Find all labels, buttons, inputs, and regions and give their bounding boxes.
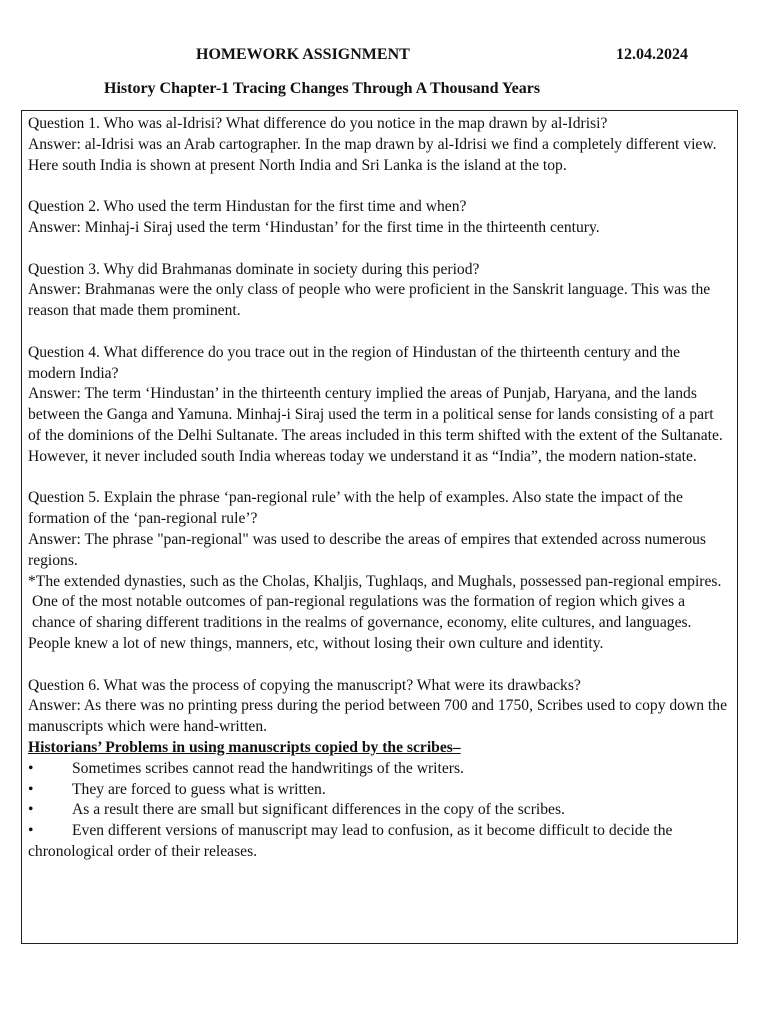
qa-item-2 [28, 197, 730, 239]
document-subtitle: History Chapter-1 Tracing Changes Through A Thousand Years [104, 80, 541, 97]
answer-text: Answer: The phrase "pan-regional" was used to describe the areas of empires that extended across numerous regions. [28, 530, 706, 569]
bullet-item [28, 780, 730, 801]
qa-item-6 [28, 676, 730, 863]
answer-text: Answer: The term ‘Hindustan’ in the thirteenth century implied the areas of Punjab, Haryana, and the lands between the Ganga and Yamuna. Minhaj-i Siraj used the term in a political sense for lands consisting of a part of the dominions of the Delhi Sultanate. The areas included in this term shifted with the extent of the Sultanate. However, it never included south India whereas today we understand it as “India”, the modern nation-state. [28, 385, 723, 465]
qa-item-3 [28, 260, 730, 322]
question-text: Question 5. Explain the phrase ‘pan-regional rule’ with the help of examples. Also state the impact of the formation of the ‘pan-regional rule’? [28, 489, 683, 528]
bullet-item [28, 759, 730, 780]
qa-item-5 [28, 488, 730, 654]
bullet-text: Even different versions of manuscript may lead to confusion, as it become difficult to decide the chronological order of their releases. [28, 822, 673, 860]
bullet-icon: • [28, 780, 34, 798]
bullet-icon: • [28, 759, 34, 777]
header [0, 46, 768, 68]
question-text: Question 3. Why did Brahmanas dominate in society during this period? [28, 260, 480, 278]
question-text: Question 2. Who used the term Hindustan for the first time and when? [28, 198, 467, 216]
qa-item-1 [28, 114, 730, 176]
document-title: HOMEWORK ASSIGNMENT [196, 46, 410, 63]
question-text: Question 6. What was the process of copying the manuscript? What were its drawbacks? [28, 676, 581, 694]
question-text: Question 4. What difference do you trace out in the region of Hindustan of the thirteenth century and the modern India? [28, 343, 680, 382]
problems-heading: Historians’ Problems in using manuscripts copied by the scribes– [28, 738, 461, 756]
answer-text: People knew a lot of new things, manners, etc, without losing their own culture and identity. [28, 634, 604, 652]
answer-text: One of the most notable outcomes of pan-regional regulations was the formation of region which gives a chance of sharing different traditions in the realms of governance, economy, elite cultures, and languages. [32, 593, 692, 632]
answer-text: Answer: al-Idrisi was an Arab cartographer. In the map drawn by al-Idrisi we find a completely different view. Here south India is shown at present North India and Sri Lanka is the island at the top. [28, 135, 717, 174]
bullet-text: Sometimes scribes cannot read the handwritings of the writers. [72, 759, 464, 777]
content-box [21, 110, 738, 944]
answer-text: Answer: Minhaj-i Siraj used the term ‘Hindustan’ for the first time in the thirteenth century. [28, 218, 600, 236]
qa-item-4 [28, 343, 730, 468]
question-text: Question 1. Who was al-Idrisi? What difference do you notice in the map drawn by al-Idrisi? [28, 115, 608, 132]
bullet-icon: • [28, 801, 34, 819]
bullet-text: They are forced to guess what is written. [72, 780, 326, 798]
answer-text: Answer: Brahmanas were the only class of people who were proficient in the Sanskrit language. This was the reason that made them prominent. [28, 281, 711, 320]
bullet-item [28, 821, 730, 863]
document-date: 12.04.2024 [616, 46, 688, 63]
bullet-text: As a result there are small but significant differences in the copy of the scribes. [72, 801, 565, 819]
answer-text: Answer: As there was no printing press during the period between 700 and 1750, Scribes used to copy down the manuscripts which were hand-written. [28, 697, 727, 736]
answer-text: *The extended dynasties, such as the Cholas, Khaljis, Tughlaqs, and Mughals, possessed pan-regional empires. [28, 572, 722, 590]
bullet-icon: • [28, 822, 34, 840]
bullet-item [28, 800, 730, 821]
